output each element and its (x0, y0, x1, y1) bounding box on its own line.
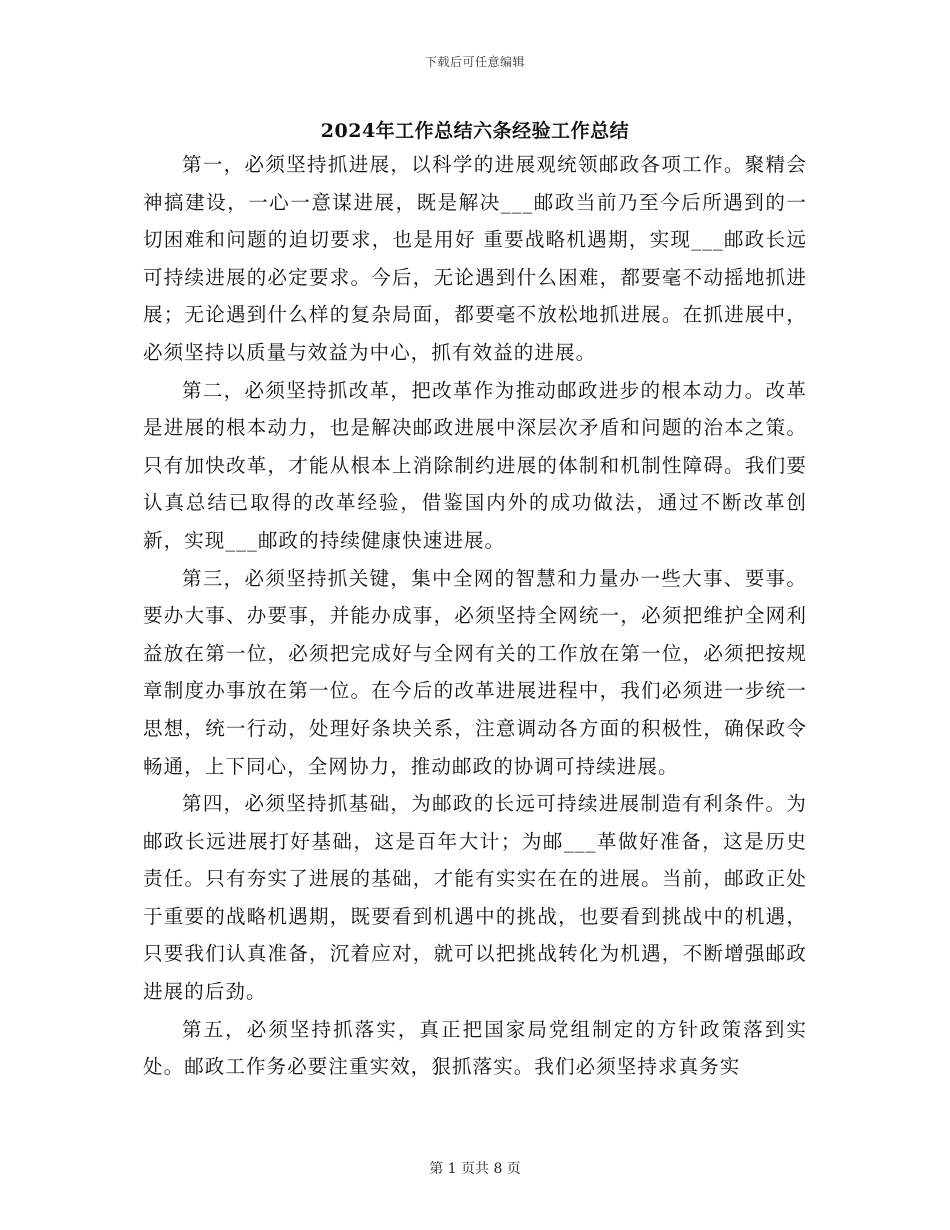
paragraph-5: 第五，必须坚持抓落实，真正把国家局党组制定的方针政策落到实处。邮政工作务必要注重实效，狠抓落实。我们必须坚持求真务实 (143, 1017, 807, 1079)
document-title: 2024年工作总结六条经验工作总结 (320, 120, 630, 142)
header-note: 下载后可任意编辑 (424, 55, 525, 69)
paragraph-1: 第一，必须坚持抓进展，以科学的进展观统领邮政各项工作。聚精会神搞建设，一心一意谋进展，既是解决___邮政当前乃至今后所遇到的一切困难和问题的迫切要求，也是用好 重要战略机遇期，实现___邮政长远可持续进展的必定要求。今后，无论遇到什么困难，都要毫不动摇地抓进展；无论遇到什么样的复杂局面，都要毫不放松地抓进展。在抓进展中，必须坚持以质量与效益为中心，抓有效益的进展。 (143, 153, 807, 364)
document-body (143, 146, 807, 1086)
page-number: 第 1 页共 8 页 (429, 1161, 521, 1177)
paragraph-2: 第二，必须坚持抓改革，把改革作为推动邮政进步的根本动力。改革是进展的根本动力，也是解决邮政进展中深层次矛盾和问题的治本之策。只有加快改革，才能从根本上消除制约进展的体制和机制性障碍。我们要认真总结已取得的改革经验，借鉴国内外的成功做法，通过不断改革创新，实现___邮政的持续健康快速进展。 (143, 378, 807, 552)
paragraph-4: 第四，必须坚持抓基础，为邮政的长远可持续进展制造有利条件。为邮政长远进展打好基础，这是百年大计；为邮___革做好准备，这是历史责任。只有夯实了进展的基础，才能有实实在在的进展。当前，邮政正处于重要的战略机遇期，既要看到机遇中的挑战，也要看到挑战中的机遇，只要我们认真准备，沉着应对，就可以把挑战转化为机遇，不断增强邮政进展的后劲。 (143, 792, 807, 1004)
paragraph-3: 第三，必须坚持抓关键，集中全网的智慧和力量办一些大事、要事。要办大事、办要事，并能办成事，必须坚持全网统一，必须把维护全网利益放在第一位，必须把完成好与全网有关的工作放在第一位，必须把按规章制度办事放在第一位。在今后的改革进展进程中，我们必须进一步统一思想，统一行动，处理好条块关系，注意调动各方面的积极性，确保政令畅通，上下同心，全网协力，推动邮政的协调可持续进展。 (143, 566, 807, 778)
